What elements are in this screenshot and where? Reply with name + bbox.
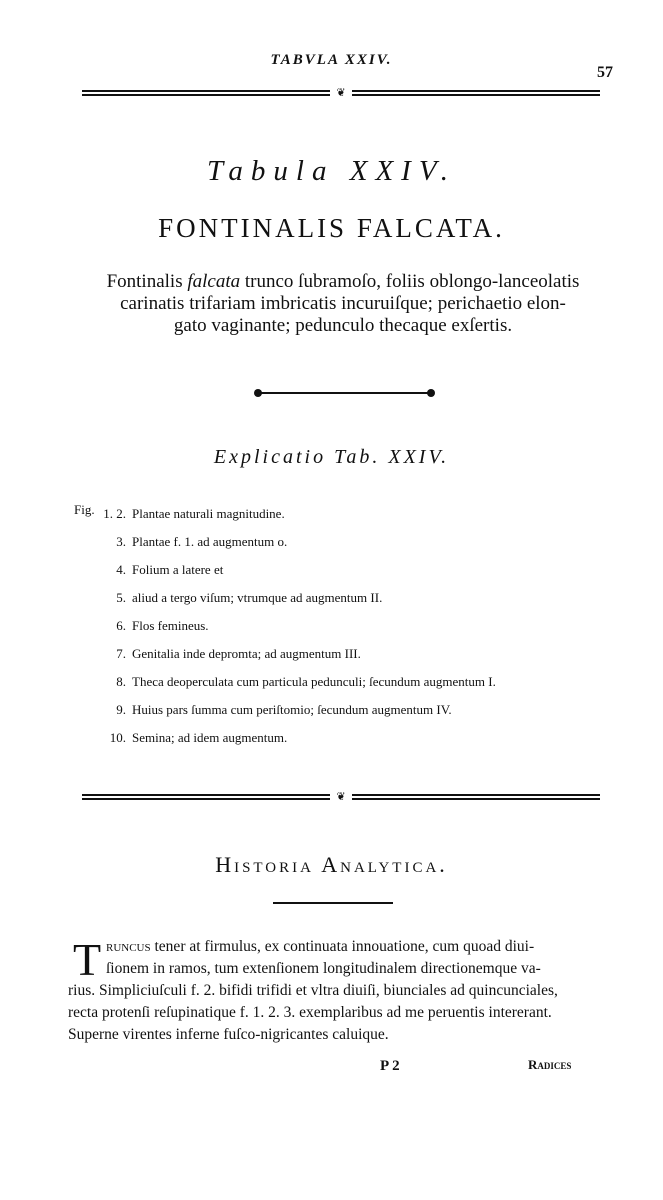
fig-label: Fig.	[74, 502, 95, 517]
figure-number: 7.	[116, 646, 126, 661]
figure-text: aliud a tergo viſum; vtrumque ad augmentum II.	[132, 590, 383, 605]
figure-number: 9.	[116, 702, 126, 717]
diagnosis-epithet: falcata	[187, 271, 241, 292]
figure-item	[100, 612, 620, 640]
figure-explanation-list	[100, 500, 620, 752]
diagnosis-line-1-rest: trunco ſubramoſo, foliis oblongo-lanceolatis	[244, 271, 580, 292]
figure-text: Plantae f. 1. ad augmentum o.	[132, 534, 288, 549]
figure-text: Huius pars ſumma cum periſtomio; ſecundum augmentum IV.	[132, 702, 452, 717]
figure-item	[100, 668, 620, 696]
species-title: FONTINALIS FALCATA.	[158, 213, 505, 243]
figure-text: Folium a latere et	[132, 562, 224, 577]
historia-line-5: Superne virentes inferne fuſco-nigricantes caluique.	[68, 1026, 389, 1043]
figure-number: 3.	[116, 534, 126, 549]
middle-ornamental-rule	[82, 793, 600, 802]
drop-capital: T	[72, 934, 102, 985]
figure-text: Theca deoperculata cum particula pedunculi; ſecundum augmentum I.	[132, 674, 496, 689]
explicatio-heading: Explicatio Tab. XXIV.	[213, 446, 450, 468]
figure-text: Semina; ad idem augmentum.	[132, 730, 288, 745]
fleuron-icon: ❦	[330, 86, 352, 100]
historia-line-1	[68, 936, 596, 958]
figure-number: 6.	[116, 618, 126, 633]
figure-item	[100, 696, 620, 724]
diagnosis-line-3: gato vaginante; pedunculo thecaque exſertis.	[173, 315, 513, 336]
historia-line-4: recta protenſi reſupinatique f. 1. 2. 3. exemplaribus ad me peruentis intererant.	[68, 1004, 552, 1021]
figure-number: 10.	[109, 730, 126, 745]
species-diagnosis	[68, 271, 618, 337]
diagnosis-genus: Fontinalis	[106, 271, 183, 292]
historia-line-2: ſionem in ramos, tum extenſionem longitudinalem directionemque va-	[106, 960, 541, 977]
figure-number: 5.	[116, 590, 126, 605]
tabula-title: Tabula XXIV.	[206, 155, 457, 187]
small-ornamental-rule	[254, 389, 435, 397]
page-number: 57	[597, 64, 613, 81]
figure-item	[100, 556, 620, 584]
figure-number: 8.	[116, 674, 126, 689]
signature-mark: P 2	[380, 1058, 400, 1074]
catchword: Radices	[528, 1057, 572, 1072]
historia-lead-word: runcus	[106, 938, 151, 955]
historia-text	[68, 936, 596, 1046]
figure-number: 4.	[116, 562, 126, 577]
fleuron-icon: ❦	[330, 790, 352, 804]
historia-line-1-rest: tener at firmulus, ex continuata innouatione, cum quoad diui-	[154, 938, 535, 955]
figure-number: 1. 2.	[103, 506, 126, 521]
top-ornamental-rule	[82, 89, 600, 98]
figure-item	[100, 528, 620, 556]
figure-item	[100, 584, 620, 612]
figure-item	[100, 724, 620, 752]
figure-text: Flos femineus.	[132, 618, 209, 633]
historia-line-3: rius. Simpliciuſculi f. 2. bifidi trifidi et vltra diuiſi, biunciales ad quincunciales,	[68, 982, 558, 999]
figure-item	[100, 500, 620, 528]
historia-heading: Historia Analytica.	[215, 852, 448, 877]
figure-item	[100, 640, 620, 668]
short-divider	[273, 902, 393, 904]
running-head: TABVLA XXIV.	[270, 52, 393, 68]
diagnosis-line-2: carinatis trifariam imbricatis incuruiſque; perichaetio elon-	[120, 293, 566, 314]
figure-text: Plantae naturali magnitudine.	[132, 506, 285, 521]
figure-text: Genitalia inde depromta; ad augmentum III.	[132, 646, 361, 661]
diagnosis-line-1	[68, 271, 618, 293]
